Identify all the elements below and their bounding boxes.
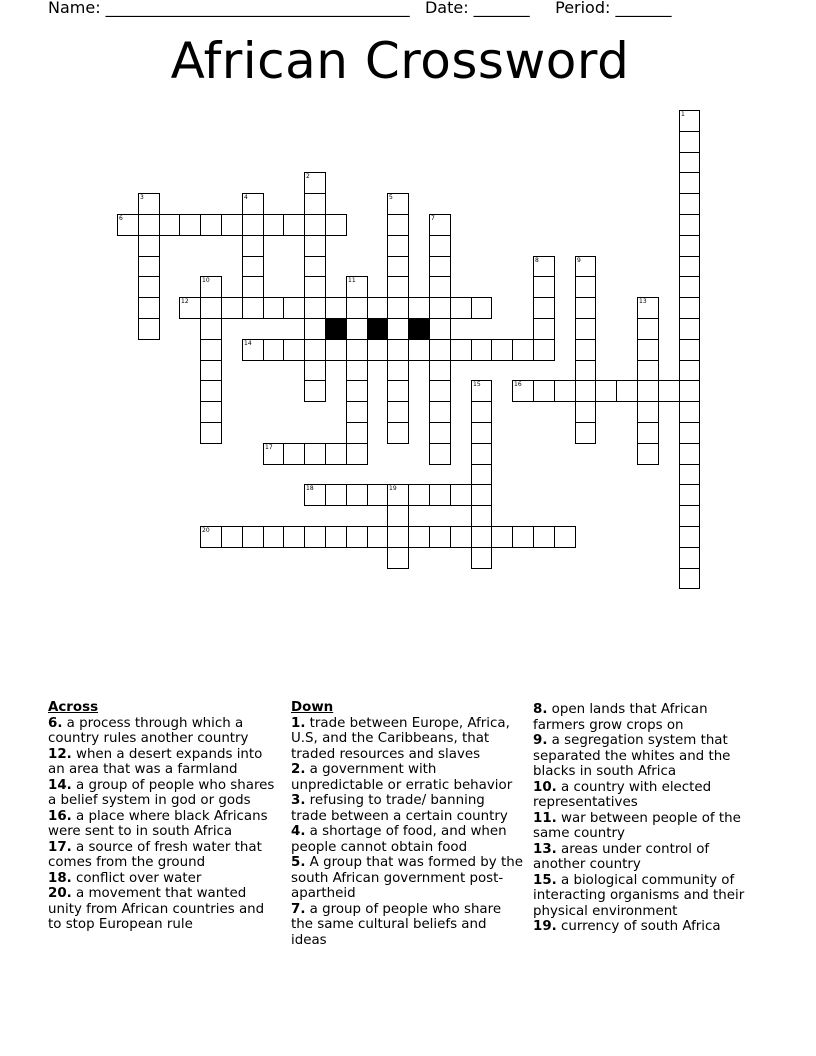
crossword-cell[interactable] (304, 339, 326, 361)
crossword-cell[interactable] (304, 193, 326, 215)
crossword-cell[interactable] (263, 526, 284, 548)
down-clues (291, 700, 523, 948)
clue-number: 13. (533, 841, 557, 857)
crossword-cell[interactable] (554, 526, 576, 548)
crossword-cell[interactable] (679, 360, 700, 381)
clue-number-label: 15 (473, 381, 481, 388)
clue-text: a shortage of food, and when people cannot obtain food (291, 824, 507, 855)
clue-item (48, 747, 276, 778)
crossword-cell[interactable] (679, 547, 700, 569)
crossword-cell[interactable] (679, 380, 700, 402)
crossword-cell[interactable] (408, 297, 430, 319)
clue-item (533, 842, 753, 873)
clue-number: 20. (48, 886, 72, 901)
crossword-cell[interactable] (304, 172, 326, 194)
crossword-cell[interactable] (637, 422, 659, 444)
crossword-cell[interactable] (346, 276, 368, 298)
clue-number: 17. (48, 839, 72, 855)
clue-number: 9. (533, 733, 548, 748)
crossword-cell[interactable] (387, 505, 409, 527)
clue-number: 18. (48, 870, 72, 886)
crossword-cell[interactable] (325, 443, 347, 465)
crossword-cell[interactable] (242, 193, 264, 215)
crossword-cell[interactable] (242, 256, 264, 277)
crossword-cell[interactable] (242, 235, 264, 257)
crossword-cell[interactable] (575, 360, 596, 381)
clue-text: trade between Europe, Africa, U.S, and the Caribbeans, that traded resources and slaves (291, 715, 510, 762)
crossword-cell[interactable] (616, 380, 638, 402)
crossword-cell[interactable] (471, 422, 492, 444)
crossword-cell[interactable] (325, 526, 347, 548)
clue-item (48, 809, 276, 840)
clue-number: 16. (48, 808, 72, 824)
crossword-cell[interactable] (304, 318, 326, 340)
clue-text: a process through which a country rules another country (48, 715, 249, 746)
crossword-cell[interactable] (429, 380, 451, 402)
clue-text: a group of people who share the same cultural beliefs and ideas (291, 901, 502, 948)
crossword-cell[interactable] (138, 235, 160, 257)
crossword-cell[interactable] (679, 464, 700, 485)
crossword-cell[interactable] (200, 401, 222, 423)
crossword-cell[interactable] (429, 214, 451, 236)
clue-number-label: 17 (265, 444, 273, 451)
crossword-cell[interactable] (304, 443, 326, 465)
crossword-cell[interactable] (138, 214, 160, 236)
crossword-cell[interactable] (242, 526, 264, 548)
clue-text: a segregation system that separated the whites and the blacks in south Africa (533, 733, 731, 779)
clue-number: 5. (291, 855, 306, 870)
crossword-cell[interactable] (679, 235, 700, 257)
clue-item (48, 716, 276, 747)
clue-number: 7. (291, 901, 306, 917)
crossword-cell[interactable] (679, 276, 700, 298)
crossword-cell[interactable] (346, 526, 368, 548)
clue-number: 3. (291, 793, 306, 808)
crossword-cell[interactable] (450, 526, 472, 548)
crossword-cell[interactable] (283, 339, 305, 361)
period-field[interactable]: Period: _______ (555, 0, 672, 17)
clue-number-label: 16 (514, 381, 522, 388)
crossword-cell[interactable] (283, 297, 305, 319)
crossword-cell[interactable] (304, 526, 326, 548)
clue-number: 14. (48, 777, 72, 793)
crossword-cell[interactable] (575, 422, 596, 444)
crossword-cell[interactable] (325, 484, 347, 506)
crossword-cell[interactable] (387, 484, 409, 506)
crossword-cell[interactable] (387, 339, 409, 361)
clue-number: 11. (533, 810, 557, 826)
clue-number-label: 5 (389, 194, 393, 201)
crossword-cell[interactable] (387, 422, 409, 444)
crossword-cell[interactable] (304, 484, 326, 506)
clue-text: currency of south Africa (556, 919, 721, 934)
crossword-cell[interactable] (387, 297, 409, 319)
crossword-cell[interactable] (637, 318, 659, 340)
crossword-cell[interactable] (679, 318, 700, 340)
crossword-cell[interactable] (221, 297, 243, 319)
clue-number-label: 4 (244, 194, 248, 201)
crossword-cell[interactable] (533, 339, 555, 361)
crossword-cell[interactable] (471, 443, 492, 465)
crossword-cell[interactable] (387, 547, 409, 569)
crossword-cell[interactable] (367, 339, 388, 361)
crossword-cell[interactable] (304, 256, 326, 277)
crossword-cell[interactable] (138, 256, 160, 277)
clue-item (48, 871, 276, 887)
crossword-cell[interactable] (242, 276, 264, 298)
crossword-cell[interactable] (658, 380, 680, 402)
crossword-cell[interactable] (408, 526, 430, 548)
crossword-cell[interactable] (575, 339, 596, 361)
clue-text: a biological community of interacting organisms and their physical environment (533, 872, 745, 919)
crossword-cell[interactable] (471, 401, 492, 423)
crossword-cell[interactable] (429, 235, 451, 257)
crossword-cell[interactable] (200, 276, 222, 298)
clue-number-label: 19 (389, 485, 397, 492)
clue-number: 8. (533, 702, 548, 717)
down-clues-continued (533, 702, 753, 935)
crossword-cell[interactable] (429, 484, 451, 506)
blocked-cell (367, 318, 388, 340)
clue-number: 19. (533, 919, 557, 934)
clue-item (533, 733, 753, 780)
clue-number: 1. (291, 715, 306, 731)
crossword-cell[interactable] (346, 443, 368, 465)
clue-item (291, 902, 523, 949)
crossword-cell[interactable] (304, 235, 326, 257)
crossword-cell[interactable] (263, 214, 284, 236)
clue-number-label: 18 (306, 485, 314, 492)
crossword-cell[interactable] (263, 339, 284, 361)
crossword-cell[interactable] (679, 422, 700, 444)
clue-text: areas under control of another country (533, 841, 710, 872)
crossword-cell[interactable] (533, 256, 555, 277)
crossword-cell[interactable] (429, 526, 451, 548)
crossword-cell[interactable] (679, 297, 700, 319)
crossword-cell[interactable] (679, 172, 700, 194)
crossword-cell[interactable] (637, 360, 659, 381)
clue-number: 12. (48, 746, 72, 762)
crossword-cell[interactable] (387, 214, 409, 236)
crossword-cell[interactable] (200, 360, 222, 381)
crossword-cell[interactable] (637, 401, 659, 423)
crossword-cell[interactable] (325, 214, 347, 236)
clue-number-label: 2 (306, 173, 310, 180)
crossword-cell[interactable] (471, 464, 492, 485)
crossword-cell[interactable] (367, 297, 388, 319)
crossword-cell[interactable] (408, 339, 430, 361)
crossword-cell[interactable] (242, 297, 264, 319)
crossword-cell[interactable] (512, 339, 534, 361)
crossword-cell[interactable] (346, 484, 368, 506)
crossword-cell[interactable] (533, 380, 555, 402)
crossword-cell[interactable] (429, 360, 451, 381)
crossword-cell[interactable] (304, 360, 326, 381)
clue-text: a source of fresh water that comes from the ground (48, 839, 262, 870)
crossword-cell[interactable] (575, 256, 596, 277)
crossword-cell[interactable] (679, 152, 700, 173)
crossword-cell[interactable] (637, 443, 659, 465)
crossword-cell[interactable] (471, 297, 492, 319)
crossword-cell[interactable] (346, 297, 368, 319)
crossword-cell[interactable] (179, 297, 201, 319)
name-field[interactable]: Name: ______________________________________ (48, 0, 410, 17)
crossword-cell[interactable] (471, 547, 492, 569)
crossword-cell[interactable] (346, 339, 368, 361)
clue-number-label: 14 (244, 340, 252, 347)
crossword-cell[interactable] (429, 339, 451, 361)
crossword-cell[interactable] (429, 276, 451, 298)
crossword-cell[interactable] (679, 568, 700, 589)
crossword-cell[interactable] (637, 339, 659, 361)
crossword-cell[interactable] (117, 214, 139, 236)
crossword-cell[interactable] (429, 256, 451, 277)
crossword-cell[interactable] (346, 401, 368, 423)
crossword-cell[interactable] (471, 505, 492, 527)
crossword-cell[interactable] (450, 297, 472, 319)
crossword-cell[interactable] (179, 214, 201, 236)
crossword-cell[interactable] (387, 318, 409, 340)
crossword-cell[interactable] (387, 256, 409, 277)
crossword-cell[interactable] (138, 318, 160, 340)
crossword-cell[interactable] (367, 484, 388, 506)
crossword-cell[interactable] (533, 318, 555, 340)
clue-text: refusing to trade/ banning trade between a certain country (291, 793, 508, 824)
crossword-cell[interactable] (575, 297, 596, 319)
across-clues (48, 700, 276, 933)
crossword-cell[interactable] (491, 526, 513, 548)
clue-item (48, 840, 276, 871)
crossword-cell[interactable] (387, 526, 409, 548)
crossword-cell[interactable] (408, 484, 430, 506)
crossword-cell[interactable] (159, 214, 180, 236)
crossword-cell[interactable] (679, 193, 700, 215)
clue-number-label: 20 (202, 527, 210, 534)
clue-number: 15. (533, 872, 557, 888)
crossword-cell[interactable] (387, 276, 409, 298)
clue-number-label: 12 (181, 298, 189, 305)
crossword-cell[interactable] (471, 484, 492, 506)
clue-number-label: 6 (119, 215, 123, 222)
clue-text: when a desert expands into an area that was a farmland (48, 746, 263, 777)
crossword-cell[interactable] (138, 297, 160, 319)
crossword-cell[interactable] (387, 380, 409, 402)
clue-item (533, 811, 753, 842)
clue-text: a government with unpredictable or erratic behavior (291, 762, 513, 793)
date-field[interactable]: Date: _______ (424, 0, 530, 17)
crossword-cell[interactable] (325, 339, 347, 361)
crossword-cell[interactable] (575, 380, 596, 402)
crossword-cell[interactable] (367, 526, 388, 548)
crossword-cell[interactable] (679, 484, 700, 506)
crossword-cell[interactable] (491, 339, 513, 361)
crossword-cell[interactable] (200, 214, 222, 236)
clue-item (533, 873, 753, 920)
crossword-cell[interactable] (679, 131, 700, 153)
clue-text: a country with elected representatives (533, 779, 712, 810)
crossword-cell[interactable] (200, 318, 222, 340)
page-title: African Crossword (170, 32, 630, 90)
clue-item (291, 793, 523, 824)
crossword-cell[interactable] (200, 422, 222, 444)
crossword-cell[interactable] (221, 214, 243, 236)
clue-number-label: 8 (535, 257, 539, 264)
clue-number-label: 10 (202, 277, 210, 284)
crossword-cell[interactable] (263, 443, 284, 465)
blocked-cell (325, 318, 347, 340)
crossword-cell[interactable] (283, 443, 305, 465)
clue-number: 10. (533, 779, 557, 795)
crossword-cell[interactable] (138, 276, 160, 298)
crossword-cell[interactable] (346, 380, 368, 402)
clue-text: A group that was formed by the south African government post-apartheid (291, 855, 523, 901)
blocked-cell (408, 318, 430, 340)
crossword-cell[interactable] (595, 380, 617, 402)
clue-text: a movement that wanted unity from African countries and to stop European rule (48, 886, 265, 932)
crossword-cell[interactable] (429, 297, 451, 319)
crossword-cell[interactable] (679, 256, 700, 277)
clue-number: 4. (291, 824, 306, 839)
crossword-cell[interactable] (283, 526, 305, 548)
crossword-cell[interactable] (533, 276, 555, 298)
clue-item (291, 716, 523, 763)
crossword-cell[interactable] (679, 505, 700, 527)
clue-number-label: 7 (431, 215, 435, 222)
crossword-cell[interactable] (200, 339, 222, 361)
crossword-cell[interactable] (575, 276, 596, 298)
clue-item (48, 778, 276, 809)
crossword-cell[interactable] (450, 339, 472, 361)
crossword-cell[interactable] (512, 380, 534, 402)
clue-number-label: 3 (140, 194, 144, 201)
down-heading: Down (291, 700, 334, 715)
crossword-cell[interactable] (242, 214, 264, 236)
clue-item (533, 702, 753, 733)
crossword-cell[interactable] (200, 297, 222, 319)
crossword-cell[interactable] (554, 380, 576, 402)
crossword-cell[interactable] (242, 339, 264, 361)
crossword-cell[interactable] (429, 422, 451, 444)
clue-text: open lands that African farmers grow crops on (533, 702, 708, 733)
crossword-cell[interactable] (200, 380, 222, 402)
crossword-cell[interactable] (637, 380, 659, 402)
crossword-cell[interactable] (304, 297, 326, 319)
clue-item (48, 886, 276, 933)
clue-number: 6. (48, 715, 63, 731)
crossword-cell[interactable] (533, 297, 555, 319)
crossword-cell[interactable] (575, 318, 596, 340)
crossword-cell[interactable] (471, 380, 492, 402)
clue-item (291, 824, 523, 855)
crossword-cell[interactable] (387, 401, 409, 423)
crossword-cell[interactable] (679, 526, 700, 548)
across-heading: Across (48, 700, 99, 715)
crossword-cell[interactable] (679, 401, 700, 423)
crossword-cell[interactable] (533, 526, 555, 548)
crossword-cell[interactable] (304, 214, 326, 236)
clue-item (533, 780, 753, 811)
crossword-cell[interactable] (304, 380, 326, 402)
crossword-cell[interactable] (283, 214, 305, 236)
crossword-cell[interactable] (346, 422, 368, 444)
clue-text: war between people of the same country (533, 810, 741, 841)
crossword-cell[interactable] (429, 401, 451, 423)
crossword-cell[interactable] (387, 235, 409, 257)
crossword-cell[interactable] (679, 339, 700, 361)
clue-item (291, 855, 523, 902)
crossword-cell[interactable] (387, 360, 409, 381)
clue-number-label: 1 (681, 111, 685, 118)
clue-number-label: 11 (348, 277, 356, 284)
clue-text: conflict over water (71, 870, 202, 886)
crossword-cell[interactable] (471, 526, 492, 548)
crossword-cell[interactable] (429, 443, 451, 465)
clue-item (533, 919, 753, 935)
clue-text: a place where black Africans were sent to in south Africa (48, 808, 268, 839)
clue-text: a group of people who shares a belief system in god or gods (48, 777, 275, 808)
crossword-cell[interactable] (221, 526, 243, 548)
crossword-cell[interactable] (325, 297, 347, 319)
clue-item (291, 762, 523, 793)
clue-number-label: 13 (639, 298, 647, 305)
crossword-cell[interactable] (679, 443, 700, 465)
crossword-cell[interactable] (471, 339, 492, 361)
crossword-cell[interactable] (637, 297, 659, 319)
crossword-cell[interactable] (346, 318, 368, 340)
crossword-cell[interactable] (304, 276, 326, 298)
clue-number: 2. (291, 762, 306, 777)
crossword-cell[interactable] (200, 526, 222, 548)
crossword-cell[interactable] (429, 318, 451, 340)
crossword-cell[interactable] (346, 360, 368, 381)
crossword-cell[interactable] (679, 214, 700, 236)
crossword-cell[interactable] (387, 193, 409, 215)
crossword-cell[interactable] (450, 484, 472, 506)
clue-number-label: 9 (577, 257, 581, 264)
crossword-cell[interactable] (263, 297, 284, 319)
crossword-cell[interactable] (512, 526, 534, 548)
crossword-cell[interactable] (679, 110, 700, 132)
crossword-cell[interactable] (575, 401, 596, 423)
crossword-cell[interactable] (138, 193, 160, 215)
